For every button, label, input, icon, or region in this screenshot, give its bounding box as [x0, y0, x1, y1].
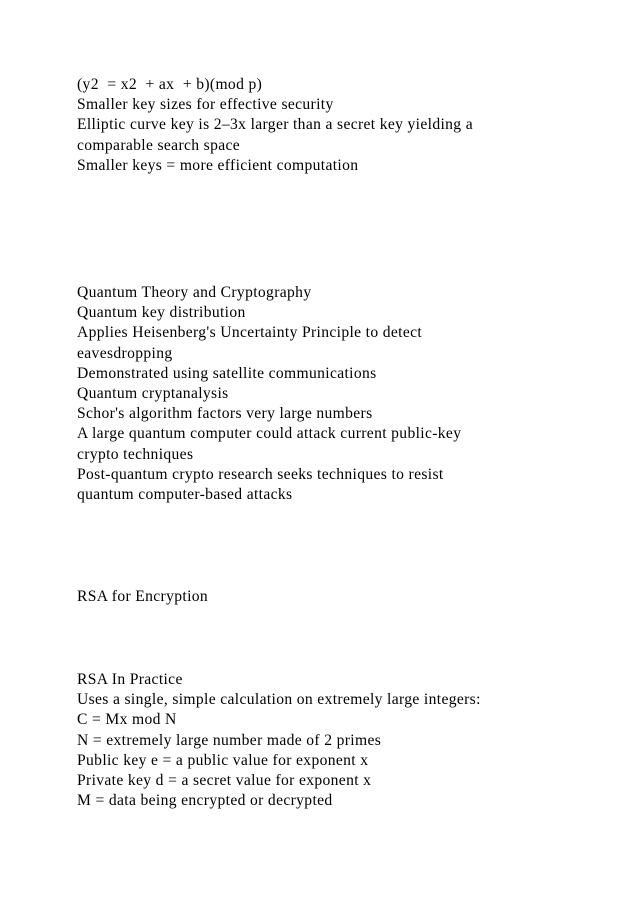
- text-line: Quantum cryptanalysis: [77, 384, 229, 402]
- text-line: C = Mx mod N: [77, 711, 177, 729]
- text-line: Quantum key distribution: [77, 304, 246, 322]
- text-line: crypto techniques: [77, 445, 194, 463]
- text-line: Private key d = a secret value for exponent x: [77, 771, 372, 789]
- text-line: comparable search space: [77, 136, 241, 154]
- text-block-rsa-practice: [77, 670, 547, 811]
- text-line: Uses a single, simple calculation on extremely large integers:: [77, 691, 481, 709]
- section-heading: RSA for Encryption: [77, 588, 209, 605]
- section-heading: RSA In Practice: [77, 671, 183, 688]
- section-heading: Quantum Theory and Cryptography: [77, 284, 312, 301]
- text-line: eavesdropping: [77, 344, 173, 362]
- text-line: A large quantum computer could attack current public-key: [77, 425, 462, 443]
- text-line: Smaller keys = more efficient computation: [77, 156, 359, 174]
- text-block-quantum: [77, 283, 547, 505]
- text-line: Public key e = a public value for exponent x: [77, 751, 369, 769]
- text-line: Smaller key sizes for effective security: [77, 96, 334, 114]
- text-line: Schor's algorithm factors very large numbers: [77, 405, 373, 423]
- text-line: N = extremely large number made of 2 primes: [77, 731, 382, 749]
- text-line: Applies Heisenberg's Uncertainty Principle to detect: [77, 324, 423, 342]
- text-line: quantum computer-based attacks: [77, 485, 293, 503]
- text-line: Elliptic curve key is 2–3x larger than a secret key yielding a: [77, 116, 473, 134]
- text-line: Demonstrated using satellite communications: [77, 364, 377, 382]
- text-block-rsa-encryption: [77, 587, 547, 607]
- text-block-ecc: [77, 75, 547, 176]
- text-line: M = data being encrypted or decrypted: [77, 792, 333, 810]
- text-line: (y2 = x2 + ax + b)(mod p): [77, 76, 263, 93]
- text-line: Post-quantum crypto research seeks techniques to resist: [77, 465, 444, 483]
